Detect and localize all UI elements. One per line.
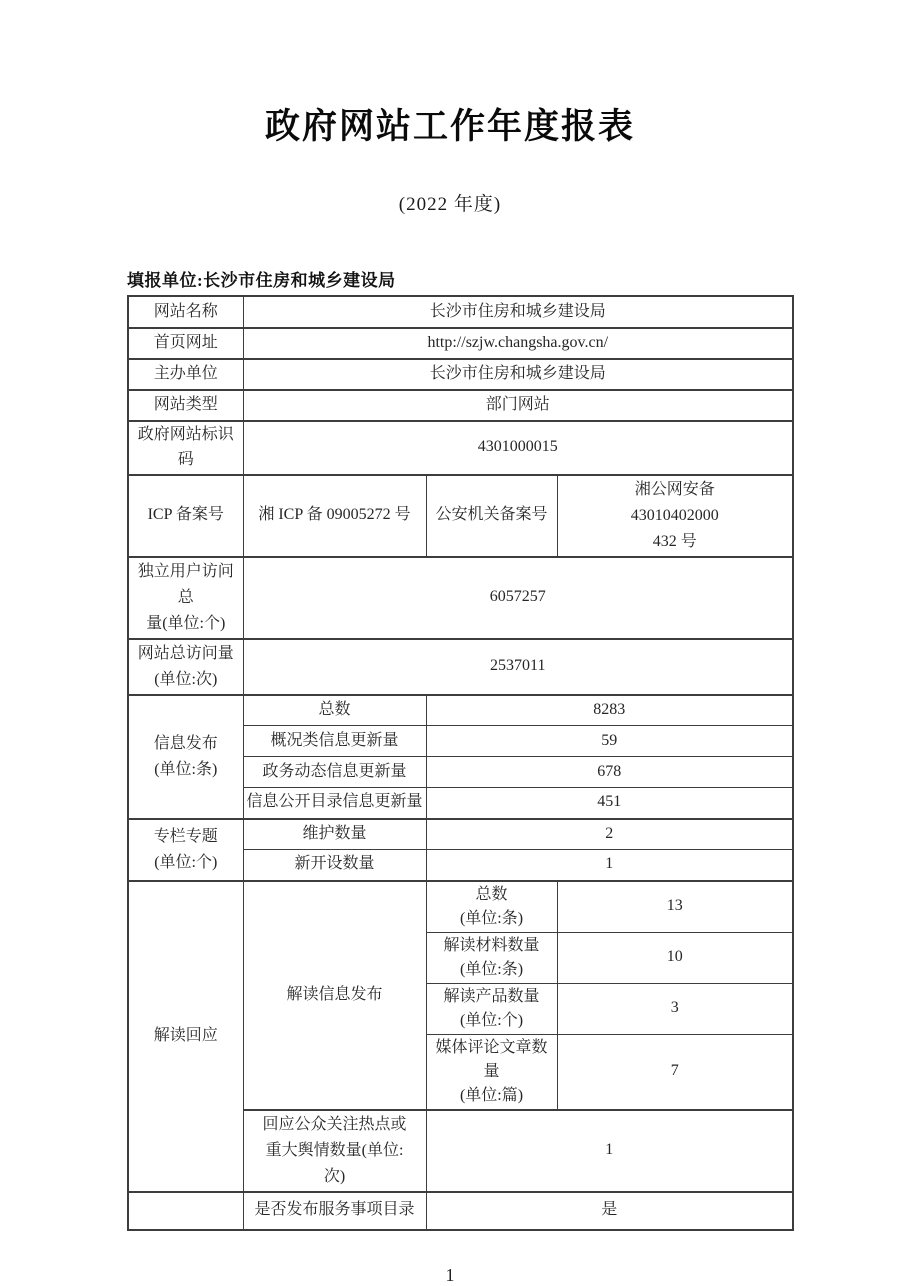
info-publish-overview-label: 概况类信息更新量 [243, 726, 426, 757]
site-name-value: 长沙市住房和城乡建设局 [243, 296, 793, 328]
organizer-label: 主办单位 [128, 359, 243, 390]
interpretation-media-label: 媒体评论文章数量 (单位:篇) [426, 1034, 557, 1110]
table-row-interpretation-total [128, 881, 793, 933]
interpretation-products-label: 解读产品数量 (单位:个) [426, 983, 557, 1034]
info-publish-section-label: 信息发布 (单位:条) [128, 695, 243, 819]
unique-visitors-value: 6057257 [243, 557, 793, 639]
reporting-unit-line: 填报单位:长沙市住房和城乡建设局 [127, 271, 396, 290]
total-visits-value: 2537011 [243, 639, 793, 695]
hotspot-response-label: 回应公众关注热点或 重大舆情数量(单位: 次) [243, 1110, 426, 1192]
icp-value: 湘 ICP 备 09005272 号 [243, 475, 426, 557]
special-new-value: 1 [426, 850, 793, 881]
table-row-unique-visitors [128, 557, 793, 639]
info-publish-directory-value: 451 [426, 788, 793, 819]
table-row-site-id-code [128, 421, 793, 475]
table-row-site-name [128, 296, 793, 328]
special-columns-section-label: 专栏专题 (单位:个) [128, 819, 243, 881]
info-publish-dynamics-label: 政务动态信息更新量 [243, 757, 426, 788]
site-name-label: 网站名称 [128, 296, 243, 328]
page-number: 1 [445, 1264, 455, 1285]
table-row-icp [128, 475, 793, 557]
police-record-value: 湘公网安备 43010402000 432 号 [557, 475, 793, 557]
info-publish-overview-value: 59 [426, 726, 793, 757]
table-row-organizer [128, 359, 793, 390]
icp-label: ICP 备案号 [128, 475, 243, 557]
info-publish-total-value: 8283 [426, 695, 793, 726]
interpretation-publish-label: 解读信息发布 [243, 881, 426, 1110]
table-row-homepage-url [128, 328, 793, 359]
homepage-url-value: http://szjw.changsha.gov.cn/ [243, 328, 793, 359]
interpretation-materials-label: 解读材料数量 (单位:条) [426, 932, 557, 983]
service-directory-value: 是 [426, 1192, 793, 1230]
table-row-total-visits [128, 639, 793, 695]
table-row-site-type [128, 390, 793, 421]
interpretation-section-label: 解读回应 [128, 881, 243, 1192]
special-new-label: 新开设数量 [243, 850, 426, 881]
special-maintained-value: 2 [426, 819, 793, 850]
info-publish-directory-label: 信息公开目录信息更新量 [243, 788, 426, 819]
organizer-value: 长沙市住房和城乡建设局 [243, 359, 793, 390]
site-id-code-label: 政府网站标识码 [128, 421, 243, 475]
annual-report-table [127, 295, 794, 1231]
page-title: 政府网站工作年度报表 [264, 107, 635, 146]
site-id-code-value: 4301000015 [243, 421, 793, 475]
empty-cell [128, 1192, 243, 1230]
info-publish-total-label: 总数 [243, 695, 426, 726]
page-subtitle: (2022 年度) [398, 194, 502, 215]
homepage-url-label: 首页网址 [128, 328, 243, 359]
table-row-info-publish-total [128, 695, 793, 726]
table-row-special-maintained [128, 819, 793, 850]
interpretation-total-label: 总数 (单位:条) [426, 881, 557, 933]
site-type-label: 网站类型 [128, 390, 243, 421]
info-publish-dynamics-value: 678 [426, 757, 793, 788]
interpretation-total-value: 13 [557, 881, 793, 933]
police-record-label: 公安机关备案号 [426, 475, 557, 557]
interpretation-materials-value: 10 [557, 932, 793, 983]
special-maintained-label: 维护数量 [243, 819, 426, 850]
site-type-value: 部门网站 [243, 390, 793, 421]
total-visits-label: 网站总访问量 (单位:次) [128, 639, 243, 695]
hotspot-response-value: 1 [426, 1110, 793, 1192]
service-directory-label: 是否发布服务事项目录 [243, 1192, 426, 1230]
interpretation-media-value: 7 [557, 1034, 793, 1110]
interpretation-products-value: 3 [557, 983, 793, 1034]
unique-visitors-label: 独立用户访问总 量(单位:个) [128, 557, 243, 639]
table-row-service-directory [128, 1192, 793, 1230]
